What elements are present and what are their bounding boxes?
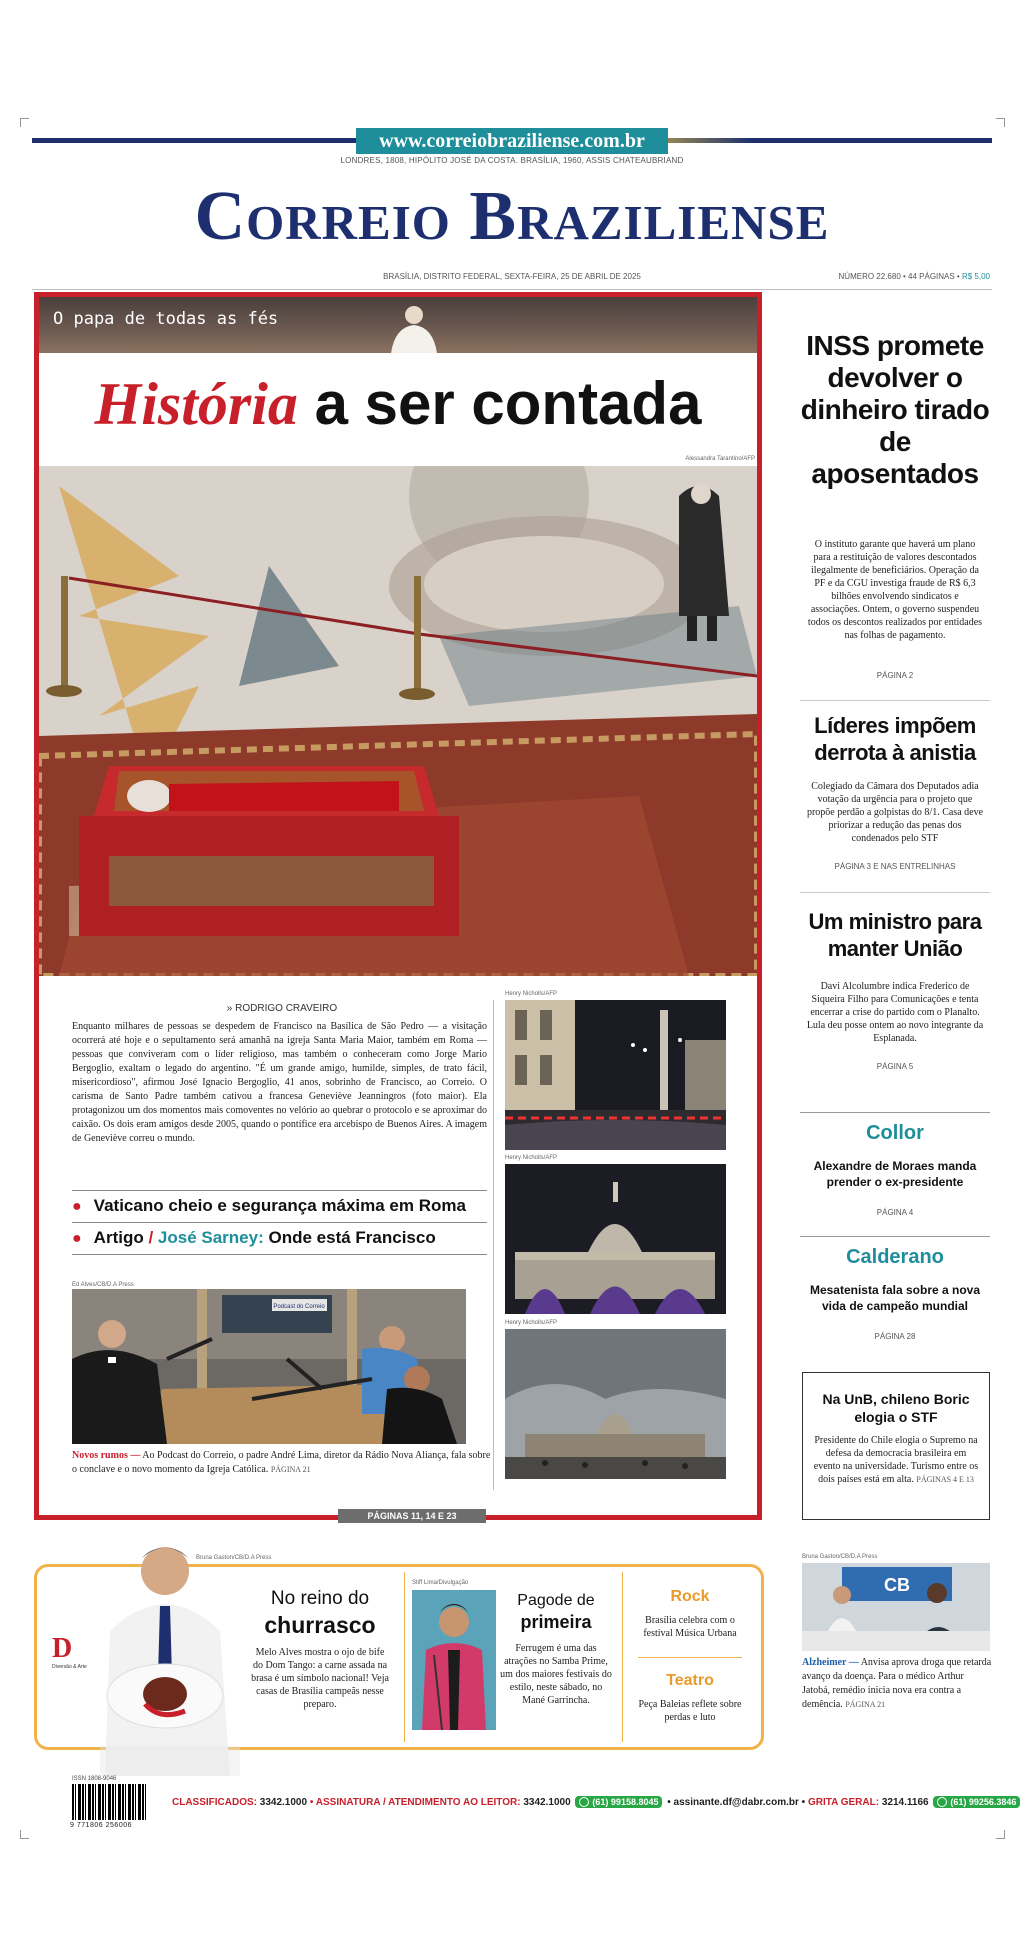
strip-divider [404,1572,405,1742]
whatsapp-badge-2[interactable] [933,1796,1020,1808]
whatsapp-number-2: (61) 99256.3846 [950,1797,1017,1807]
subhead-vaticano[interactable] [72,1196,492,1216]
barcode [72,1784,146,1820]
edition-number: NÚMERO 22.680 • 44 PÁGINAS • [838,272,960,281]
lead-paragraph: Enquanto milhares de pessoas se despedem de Francisco na Basílica de São Pedro — a visitação ocorrerá até hoje e o sepultamento será amanhã na igreja Santa Maria Maior, também em Roma — pessoas que conviveram com o líder religioso, mas também o conheceram como Jorge Mario Bergoglio, exaltam o legado do argentino. "É um grande amigo, humilde, simples, de trato fácil, misericordioso", afirmou José Ignacio Bergoglio, 41 anos, sobrinho de Francisco, ao Correio. O carisma de Santo Padre também cativou a francesa Geneviève Jeanningros (foto maior). Ela protagonizou um dos momentos mais comoventes no velório ao quebrar o protocolo e se aproximar do caixão. Os dois eram amigos desde 2005, quando o pontífice era arcebispo de Buenos Aires. A imagem de Geneviève correu o mundo. [72,1021,487,1144]
churrasco-title2[interactable]: churrasco [264,1612,376,1638]
site-url-link[interactable]: www.correiobraziliense.com.br [356,128,668,154]
divider [800,700,990,701]
alz-page: PÁGINA 21 [845,1700,886,1709]
alz-label: Alzheimer — [802,1657,859,1668]
alz-credit: Bruna Gaston/CB/D.A Press [802,1554,878,1560]
main-headline[interactable] [39,364,757,444]
podcast-sign-text: Podcast do Correio [273,1304,325,1310]
strip-divider [638,1657,742,1658]
lideres-body: Colegiado da Câmara dos Deputados adia votação da urgência para o projeto que propõe perdão a golpistas do 8/1. Casa deve priorizar a redução das penas dos condenados pelo STF [806,781,984,844]
pagode-title1: Pagode de [517,1592,595,1609]
calderano-headline[interactable]: Mesatenista fala sobre a nova vida de campeão mundial [809,1283,981,1313]
crop-mark [996,118,1005,127]
caption-text: Ao Podcast do Correio, o padre André Lima, diretor da Rádio Nova Aliança, fala sobre o conclave e o novo momento da Igreja Católica. [72,1450,491,1475]
whatsapp-badge-1[interactable] [575,1796,662,1808]
d-logo-sub: Diversão & Arte [52,1664,87,1670]
teatro-kicker: Teatro [666,1672,714,1689]
photo2-credit: Henry Nicholls/AFP [505,991,558,997]
crop-mark [20,118,29,127]
classificados-label: CLASSIFICADOS: [172,1797,257,1808]
unb-body [812,1434,980,1486]
lideres-headline[interactable]: Líderes impõem derrota à anistia [814,713,976,765]
crop-mark [20,1830,29,1839]
podcast-caption [72,1449,492,1477]
headline-accent: História [94,371,298,437]
calderano-kicker: Calderano [846,1246,944,1268]
collor-headline[interactable]: Alexandre de Moraes manda prender o ex-presidente [813,1159,977,1189]
unb-headline[interactable]: Na UnB, chileno Boric elogia o STF [822,1391,970,1425]
photo4-credit: Henry Nicholls/AFP [505,1320,558,1326]
unb-body-text: Presidente do Chile elogia o Supremo na defesa da democracia brasileira em evento na universidade. Turismo entre os dois países está em alta. [813,1435,979,1485]
footer-contacts [172,1796,1017,1808]
divider [72,1222,487,1223]
rock-kicker: Rock [670,1588,710,1605]
d-logo-letter: D [52,1633,73,1664]
divider [800,892,990,893]
whatsapp-icon [937,1797,947,1807]
alz-caption [802,1656,992,1712]
kicker-text: O papa de todas as fés [53,309,279,329]
divider [72,1190,487,1191]
churrasco-title1: No reino do [270,1588,370,1609]
email-link[interactable]: • assinante.df@dabr.com.br • [667,1797,806,1808]
inss-page: PÁGINA 2 [876,671,914,680]
churrasco-credit: Bruna Gaston/CB/D.A Press [196,1555,272,1561]
headline-rest: a ser contada [314,370,702,437]
main-kicker-banner [39,297,757,353]
column-divider [493,1000,494,1490]
pagode-credit: Stiff Lima/Divulgação [412,1580,469,1586]
crop-mark [996,1830,1005,1839]
dateline: BRASÍLIA, DISTRITO FEDERAL, SEXTA-FEIRA, 25 DE ABRIL DE 2025 [383,272,641,281]
churrasco-body: Melo Alves mostra o ojo de bife do Dom Tango: a carne assada na brasa é um símbolo nacional! Veja casas de Brasília campeãs nesse preparo. [251,1647,389,1710]
photo-crowd-night[interactable] [505,1000,726,1150]
podcast-photo-credit: Ed Alves/CB/D.A Press [72,1282,134,1288]
assinatura-phone[interactable]: 3342.1000 [523,1797,571,1808]
barcode-issn: ISSN 1808-9046 [72,1776,117,1782]
barcode-number: 9 771806 256006 [70,1822,132,1829]
inss-body: O instituto garante que haverá um plano para a restituição de valores descontados ilegalmente de beneficiários. Operação da PF e da CGU investiga fraude de R$ 6,3 bilhões envolvendo sindicatos e associações. Ontem, o governo suspendeu todos os descontos realizados por entidades nas folhas de pagamento. [807,539,983,641]
subhead-slash: / [148,1228,154,1247]
grita-geral-phone[interactable]: 3214.1166 [881,1797,929,1808]
pagode-title2[interactable]: primeira [520,1612,592,1632]
subhead-artigo-text: Onde está Francisco [268,1228,436,1247]
collor-page: PÁGINA 4 [876,1208,914,1217]
masthead-divider [32,289,992,290]
pagode-body: Ferrugem é uma das atrações no Samba Prime, um dos maiores festivais do estilo, neste sábado, no Mané Garrincha. [500,1643,612,1706]
tv-text: CB [884,1575,910,1595]
pages-bar: PÁGINAS 11, 14 E 23 [338,1509,486,1523]
whatsapp-number-1: (61) 99158.8045 [592,1797,659,1807]
calderano-page: PÁGINA 28 [874,1332,916,1341]
photo-square-day[interactable] [505,1329,726,1479]
rock-body[interactable]: Brasília celebra com o festival Música Urbana [643,1615,737,1639]
main-photo-casket[interactable] [39,466,757,976]
unb-page: PÁGINAS 4 E 13 [916,1475,974,1484]
founders-line: LONDRES, 1808, HIPÓLITO JOSÉ DA COSTA. BRASÍLIA, 1960, ASSIS CHATEAUBRIAND [340,156,684,165]
subhead-artigo[interactable] [72,1228,492,1248]
inss-headline[interactable]: INSS promete devolver o dinheiro tirado de aposentados [800,330,990,489]
subhead-vaticano-text: Vaticano cheio e segurança máxima em Roma [93,1196,466,1215]
bullet-icon: ● [72,1230,82,1247]
divider [72,1254,487,1255]
grita-geral-label: GRITA GERAL: [807,1797,880,1808]
divider [800,1112,990,1113]
edition-info [820,272,990,281]
price: R$ 5,00 [961,272,990,281]
photo-basilica-night[interactable] [505,1164,726,1314]
ministro-page: PÁGINA 5 [876,1062,914,1071]
ministro-body: Davi Alcolumbre indica Frederico de Siqueira Filho para Comunicações e tenta encerrar a crise do partido com o Planalto. Lula deu posse ontem ao novo integrante da Esplanada. [806,981,984,1044]
byline: » RODRIGO CRAVEIRO [226,1003,338,1014]
singer-photo[interactable] [412,1590,496,1730]
assinatura-label: • ASSINATURA / ATENDIMENTO AO LEITOR: [309,1797,521,1808]
collor-kicker: Collor [866,1122,924,1144]
photo3-credit: Henry Nicholls/AFP [505,1155,558,1161]
classificados-phone[interactable]: 3342.1000 [259,1797,308,1808]
chef-photo[interactable] [100,1536,240,1776]
teatro-body[interactable]: Peça Baleias reflete sobre perdas e luto [638,1699,742,1723]
whatsapp-icon [579,1797,589,1807]
newspaper-logo: Correio Braziliense [194,178,830,255]
caption-page: PÁGINA 21 [270,1465,311,1474]
main-photo-credit: Alessandra Tarantino/AFP [685,456,755,462]
ministro-headline[interactable]: Um ministro para manter União [808,909,982,961]
subhead-artigo-label: Artigo [93,1228,144,1247]
pope-figure-image [379,301,449,353]
strip-divider [622,1572,623,1742]
divider [800,1236,990,1237]
alz-body: Anvisa aprova droga que retarda avanço da doença. Para o médico Arthur Jatobá, remédio inicia nova era contra a demência. [802,1657,992,1710]
caption-label: Novos rumos — [72,1450,141,1461]
diversao-arte-logo [52,1634,88,1674]
lideres-page: PÁGINA 3 E NAS ENTRELINHAS [834,862,956,871]
subhead-author: José Sarney: [157,1228,264,1247]
podcast-photo[interactable] [72,1289,466,1444]
alz-photo[interactable] [802,1563,990,1651]
bullet-icon: ● [72,1198,82,1215]
